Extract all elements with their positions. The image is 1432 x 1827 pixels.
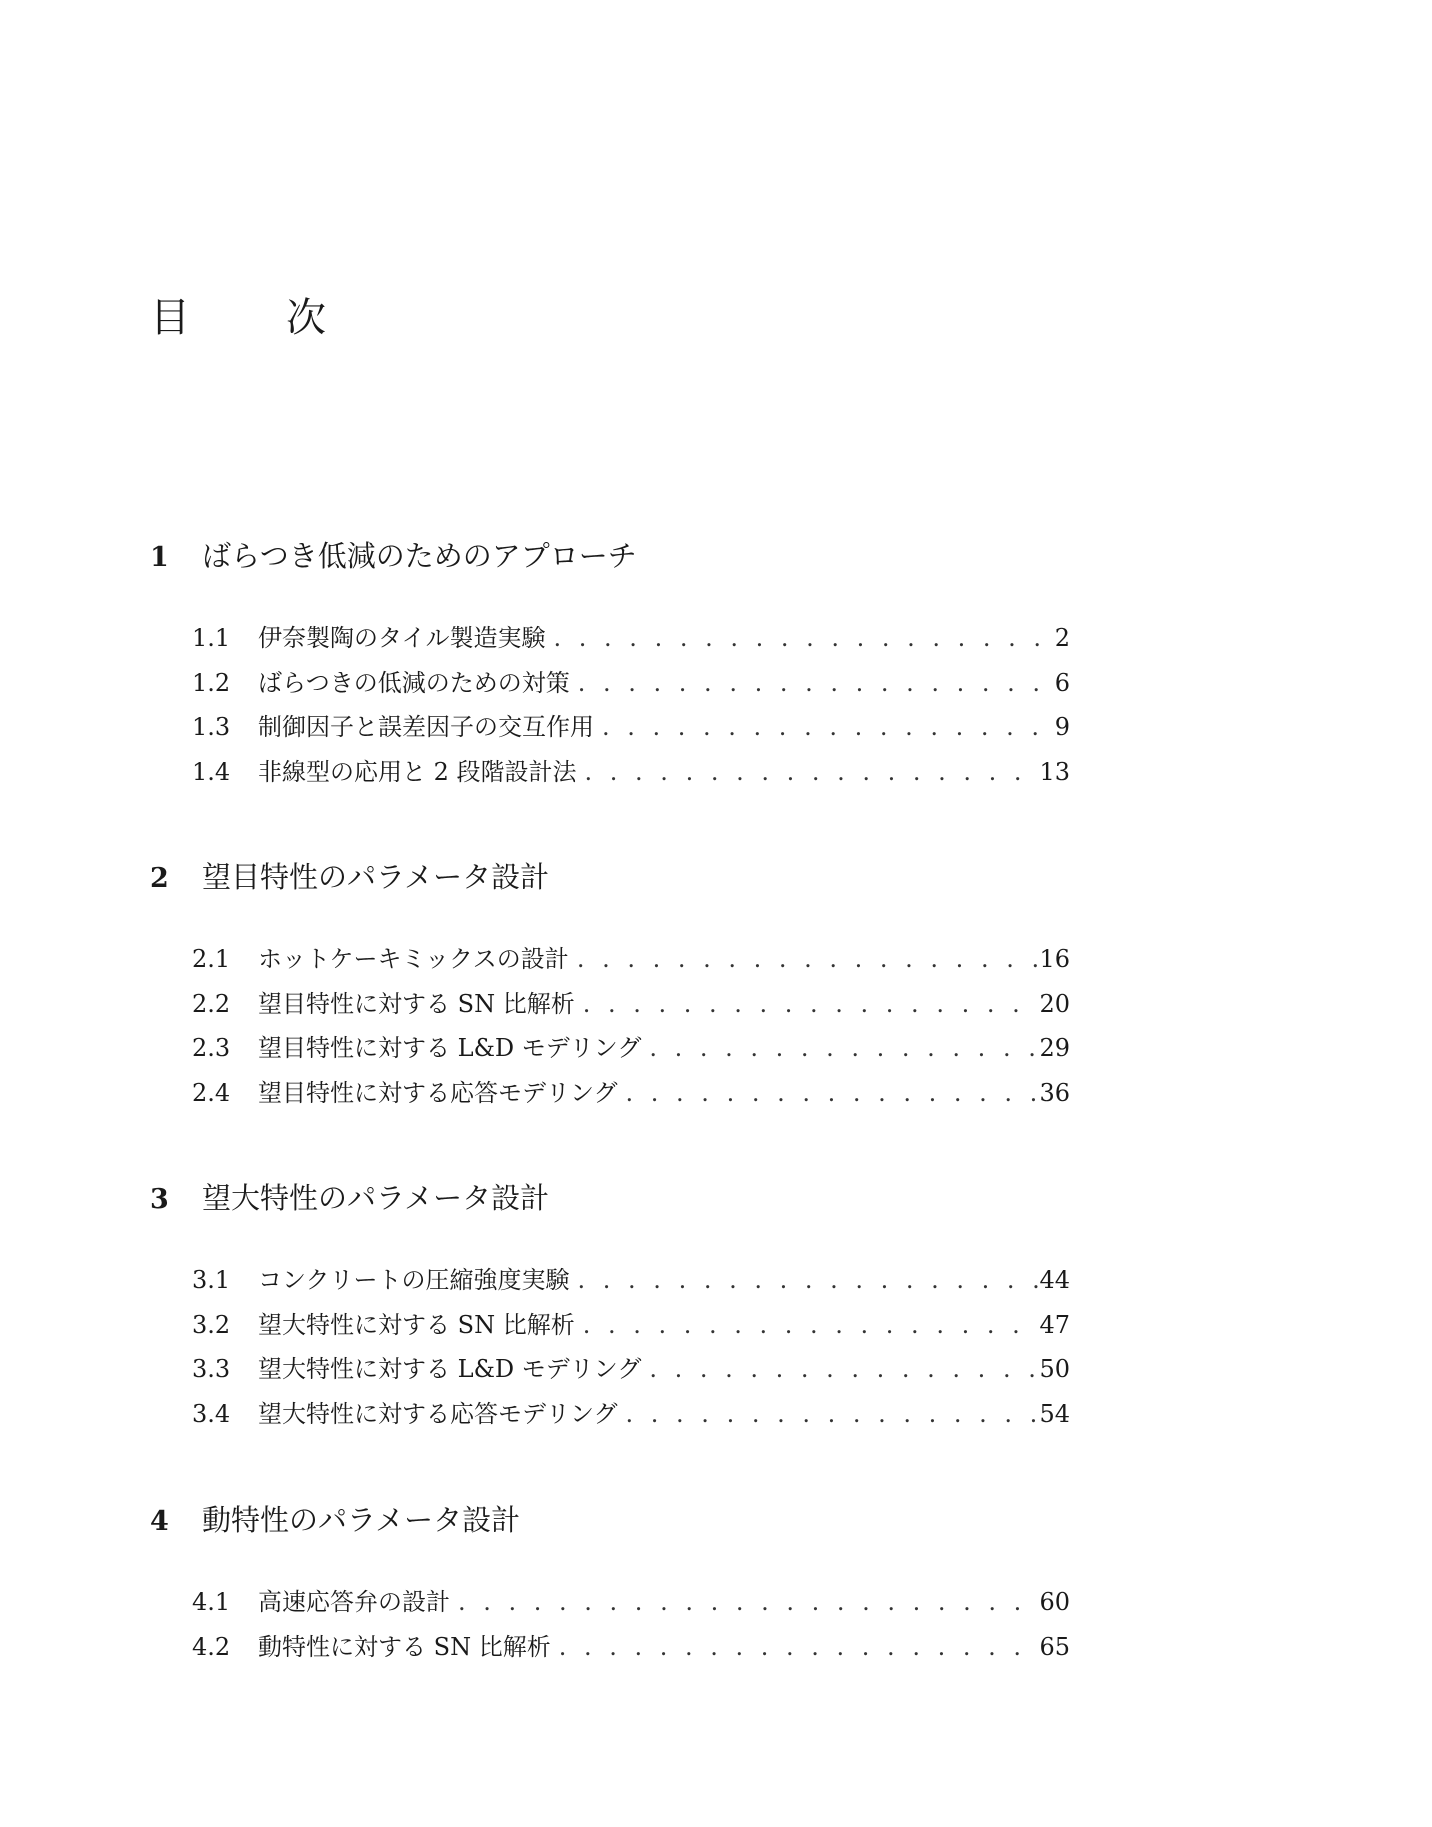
chapter-2 (150, 855, 1070, 1115)
chapter-heading[interactable] (150, 1498, 1070, 1542)
page-number: 9 (1054, 713, 1070, 741)
page-number: 13 (1039, 757, 1070, 786)
toc-entry[interactable] (192, 661, 1070, 706)
toc-entry[interactable] (192, 750, 1070, 795)
section-number: 1.1 (192, 624, 231, 652)
chapter-number: 3 (150, 1184, 169, 1215)
section-title: ホットケーキミックスの設計 (258, 945, 569, 973)
section-title: 制御因子と誤差因子の交互作用 (258, 713, 594, 741)
toc-entry[interactable] (192, 1392, 1070, 1437)
dot-leader (546, 616, 1042, 661)
dot-leader (618, 1071, 1040, 1116)
chapter-title: 動特性のパラメータ設計 (202, 1503, 521, 1537)
toc-entry[interactable] (192, 705, 1070, 750)
toc-entry[interactable] (192, 1625, 1070, 1670)
chapter-title: ばらつき低減のためのアプローチ (202, 539, 637, 573)
section-number: 1.4 (192, 757, 231, 786)
dot-leader (570, 661, 1042, 706)
section-title: 動特性に対する SN 比解析 (258, 1632, 551, 1661)
dot-leader (569, 937, 1040, 982)
dot-leader (570, 1258, 1040, 1303)
section-number: 4.2 (192, 1632, 231, 1661)
section-title: 望目特性に対する L&D モデリング (258, 1034, 642, 1062)
page-title: 目 次 (150, 295, 354, 341)
page-number: 29 (1039, 1034, 1070, 1062)
dot-leader (641, 1347, 1039, 1392)
section-number: 2.1 (192, 945, 231, 973)
page-number: 16 (1039, 945, 1070, 973)
chapter-3 (150, 1176, 1070, 1436)
section-title: 望大特性に対する応答モデリング (258, 1399, 618, 1428)
section-number: 3.1 (192, 1266, 231, 1294)
section-number: 1.3 (192, 713, 231, 741)
chapter-heading[interactable] (150, 855, 1070, 899)
page-number: 50 (1039, 1355, 1070, 1383)
section-title: 高速応答弁の設計 (258, 1588, 450, 1616)
page-number: 54 (1039, 1399, 1070, 1428)
chapter-title: 望大特性のパラメータ設計 (202, 1181, 550, 1215)
toc-entry[interactable] (192, 1026, 1070, 1071)
page-number: 65 (1039, 1632, 1070, 1661)
section-title: 望大特性に対する L&D モデリング (258, 1355, 642, 1383)
section-list (150, 1580, 1070, 1669)
section-title: ばらつきの低減のための対策 (258, 668, 570, 697)
chapter-heading[interactable] (150, 1176, 1070, 1220)
section-list (150, 1258, 1070, 1436)
dot-leader (450, 1580, 1039, 1625)
page-number: 2 (1054, 624, 1070, 652)
toc-entry[interactable] (192, 1258, 1070, 1303)
page-number: 6 (1054, 668, 1070, 697)
page-number: 20 (1039, 989, 1070, 1018)
section-title: 非線型の応用と 2 段階設計法 (258, 757, 577, 786)
toc-entry[interactable] (192, 616, 1070, 661)
dot-leader (577, 750, 1040, 795)
page-number: 36 (1039, 1078, 1070, 1107)
chapter-number: 4 (150, 1506, 169, 1537)
section-number: 3.2 (192, 1310, 231, 1339)
chapter-1 (150, 534, 1070, 794)
toc-entry[interactable] (192, 937, 1070, 982)
section-number: 4.1 (192, 1588, 231, 1616)
section-number: 3.4 (192, 1399, 231, 1428)
section-list (150, 616, 1070, 794)
dot-leader (575, 982, 1040, 1027)
toc-entry[interactable] (192, 982, 1070, 1027)
dot-leader (551, 1625, 1040, 1670)
section-number: 2.4 (192, 1078, 231, 1107)
chapter-4 (150, 1498, 1070, 1669)
toc-entry[interactable] (192, 1347, 1070, 1392)
page-number: 60 (1039, 1588, 1070, 1616)
section-number: 2.3 (192, 1034, 231, 1062)
page-number: 44 (1039, 1266, 1070, 1294)
section-title: 望目特性に対する SN 比解析 (258, 989, 575, 1018)
toc-entry[interactable] (192, 1580, 1070, 1625)
dot-leader (641, 1026, 1039, 1071)
section-title: 望目特性に対する応答モデリング (258, 1078, 618, 1107)
chapter-number: 2 (150, 863, 169, 894)
toc-entry[interactable] (192, 1303, 1070, 1348)
dot-leader (594, 705, 1042, 750)
section-title: コンクリートの圧縮強度実験 (258, 1266, 570, 1294)
dot-leader (618, 1392, 1040, 1437)
chapter-heading[interactable] (150, 534, 1070, 578)
section-list (150, 937, 1070, 1115)
section-title: 伊奈製陶のタイル製造実験 (258, 624, 546, 652)
section-number: 2.2 (192, 989, 231, 1018)
dot-leader (575, 1303, 1040, 1348)
section-number: 3.3 (192, 1355, 231, 1383)
toc-entry[interactable] (192, 1071, 1070, 1116)
section-number: 1.2 (192, 668, 231, 697)
page-number: 47 (1039, 1310, 1070, 1339)
section-title: 望大特性に対する SN 比解析 (258, 1310, 575, 1339)
chapter-number: 1 (150, 542, 169, 573)
chapter-title: 望目特性のパラメータ設計 (202, 860, 550, 894)
